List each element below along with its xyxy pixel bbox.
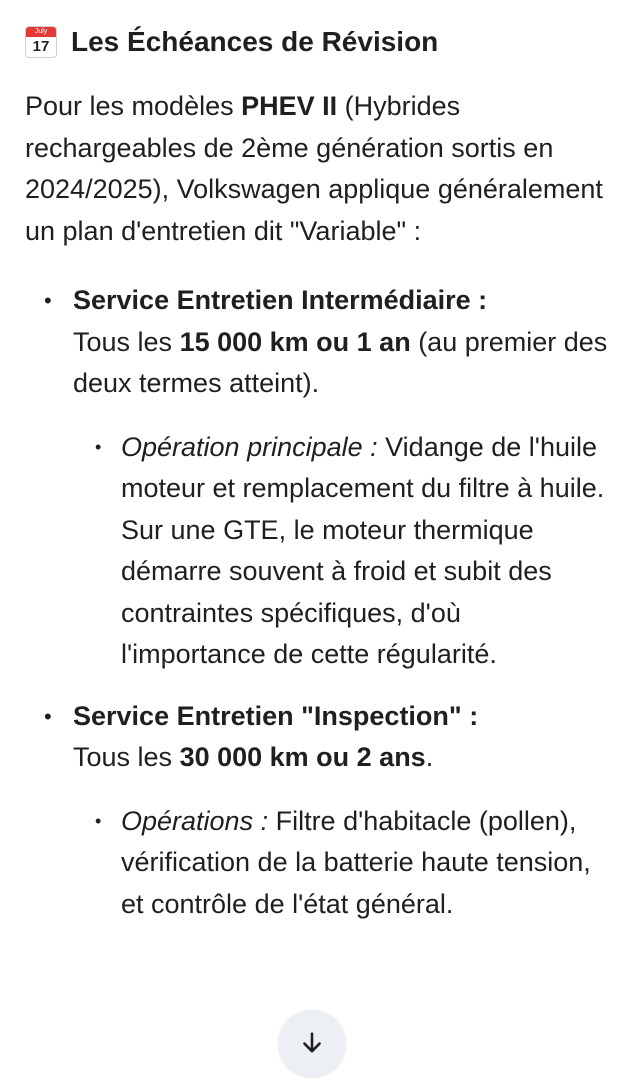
bullet: • (95, 810, 102, 831)
bullet: • (44, 288, 52, 313)
intro-rest: (Hybrides rechargeables de 2ème génération sortis en 2024/2025), Volkswagen applique généralement un plan d'entretien dit "Variable" : (25, 91, 603, 246)
list-item (25, 280, 610, 405)
scroll-down-button[interactable] (279, 1010, 345, 1076)
sub-list-item (25, 427, 610, 676)
item-line-suffix: (au premier des deux termes atteint). (73, 326, 608, 398)
intro-model: PHEV II (241, 91, 338, 121)
section-heading (25, 22, 610, 62)
arrow-down-icon (298, 1029, 326, 1057)
sub-item-text: Filtre d'habitacle (pollen), vérification de la batterie haute tension, et contrôle de l'état général. (121, 805, 591, 919)
item-line-suffix: . (425, 742, 434, 772)
calendar-day: 17 (32, 38, 50, 55)
intro-paragraph (25, 86, 610, 252)
sub-list-item (25, 801, 610, 926)
item-title: Service Entretien "Inspection" : (73, 700, 479, 731)
intro-prefix: Pour les modèles (25, 91, 242, 121)
list-item (25, 696, 610, 779)
document-content (25, 22, 610, 925)
sub-item-label: Opération principale : (121, 431, 378, 462)
heading-text: Les Échéances de Révision (71, 26, 439, 57)
item-line-prefix: Tous les (73, 742, 180, 772)
calendar-icon (25, 26, 57, 58)
bullet: • (44, 703, 52, 729)
bullet: • (95, 436, 102, 457)
calendar-month: July (26, 27, 56, 37)
sub-item-text: Vidange de l'huile moteur et remplacement du filtre à huile. Sur une GTE, le moteur thermique démarre souvent à froid et subit des contraintes spécifiques, d'où l'importance de cette régularité. (121, 431, 605, 669)
item-interval: 15 000 km ou 1 an (179, 326, 411, 357)
sub-item-label: Opérations : (121, 805, 269, 836)
item-title: Service Entretien Intermédiaire : (73, 285, 488, 315)
item-interval: 30 000 km ou 2 ans (179, 742, 426, 772)
item-line-prefix: Tous les (73, 326, 180, 357)
